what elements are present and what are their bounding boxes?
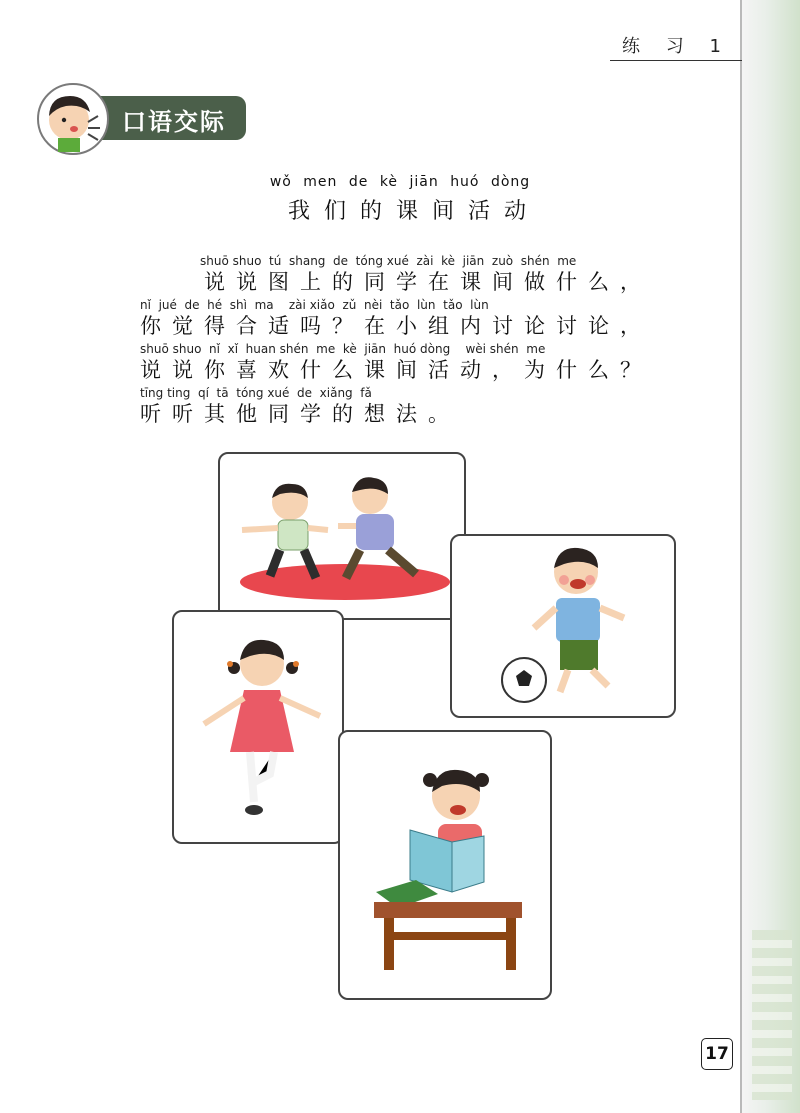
title-pinyin-syllable: men	[303, 174, 338, 190]
text-line-2	[140, 298, 652, 339]
text-line-4	[140, 386, 640, 427]
illustration-boys-playing	[218, 452, 466, 620]
page-number: 17	[701, 1038, 733, 1070]
hanzi-line: 听听其他同学的想法。	[140, 402, 460, 426]
title-pinyin-syllable: dòng	[490, 174, 531, 190]
lesson-title: 我们的课间活动	[287, 199, 540, 224]
title-pinyin-syllable: jiān	[409, 174, 439, 190]
title-pinyin-syllable: huó	[450, 174, 480, 190]
illustration-girl-reading	[338, 730, 552, 1000]
page-edge-decoration	[752, 930, 792, 1100]
hanzi-line: 你觉得合适吗？在小组内讨论讨论，	[140, 314, 652, 338]
text-line-1	[140, 254, 652, 295]
pinyin-line: tīng ting qí tā tóng xué de xiǎng fǎ	[140, 386, 372, 400]
title-pinyin	[0, 174, 800, 190]
title-pinyin-syllable: de	[348, 174, 369, 190]
pinyin-line: shuō shuo nǐ xǐ huan shén me kè jiān huó dòng wèi shén me	[140, 342, 546, 356]
hanzi-line: 说说图上的同学在课间做什么，	[204, 270, 652, 294]
page-header	[610, 28, 742, 61]
section-label: 口语交际	[122, 108, 226, 136]
illustration-girl-dancing	[172, 610, 344, 844]
exercise-label: 练 习 1	[622, 36, 731, 57]
speaking-child-icon	[36, 82, 110, 156]
section-tag	[88, 96, 246, 140]
title-pinyin-syllable: kè	[379, 174, 399, 190]
hanzi-line: 说说你喜欢什么课间活动，为什么？	[140, 358, 652, 382]
pinyin-line: nǐ jué de hé shì ma zài xiǎo zǔ nèi tǎo lùn tǎo lùn	[140, 298, 489, 312]
pinyin-line: shuō shuo tú shang de tóng xué zài kè jiān zuò shén me	[200, 254, 577, 268]
title-pinyin-syllable: wǒ	[269, 174, 292, 190]
text-line-3	[140, 342, 652, 383]
illustration-boy-football	[450, 534, 676, 718]
